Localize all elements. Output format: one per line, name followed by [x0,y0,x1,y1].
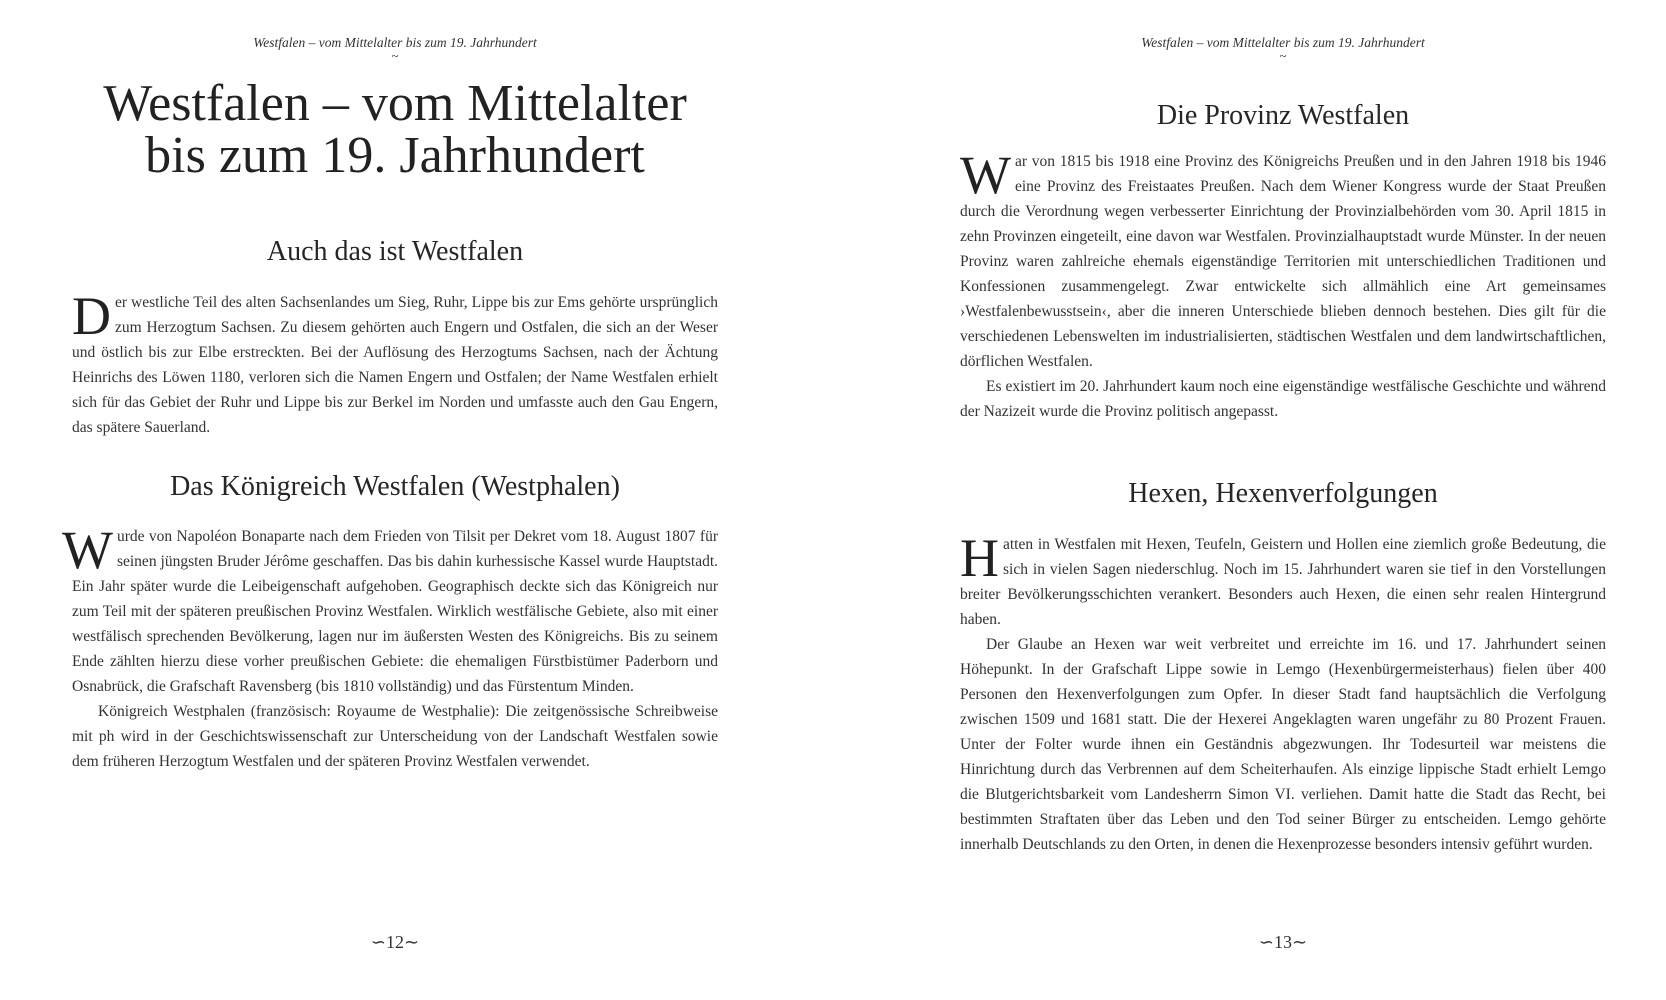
left-page [62,0,718,1000]
section-heading: Hexen, Hexenverfolgungen [1128,478,1438,509]
section-heading: Die Provinz Westfalen [1156,100,1410,131]
section-heading: Das Königreich Westfalen (Westphalen) [170,471,620,502]
drop-cap: D [72,286,111,346]
paragraph: Der Glaube an Hexen war weit verbreitet und erreichte im 16. und 17. Jahrhundert seinen Höhepunkt. In der Grafschaft Lippe sowie in Lemgo (Hexenbürgermeisterhaus) fielen über 400 Personen den Hexenverfolgungen zum Opfer. In dieser Stadt fand hauptsächlich die Verfolgung zwischen 1509 und 1681 statt. Die der Hexerei Angeklagten waren ungefähr zu 80 Prozent Frauen. Unter der Folter wurde ihnen ein Geständnis abgezwungen. Ihr Todesurteil war meistens die Hinrichtung durch das Verbrennen auf dem Scheiterhaufen. Als einzige lippische Stadt erhielt Lemgo die Blutgerichtsbarkeit vom Landesherrn Simon VI. verliehen. Damit hatte die Stadt das Recht, bei bestimmten Straftaten über das Leben und den Tod seiner Bürger zu entscheiden. Lemgo gehörte innerhalb Deutschlands zu den Orten, in denen die Hexenprozesse besonders intensiv geführt wurden. [960,636,1606,853]
page-number: ∽12∼ [370,932,420,952]
paragraph: atten in Westfalen mit Hexen, Teufeln, Geistern und Hollen eine ziemlich große Bedeutung, die sich in vielen Sagen niederschlug. Noch im 15. Jahrhundert waren sie tief in den Vorstellungen breiter Bevölkerungsschichten verankert. Besonders auch Hexen, die einen sehr realen Hintergrund haben. [960,536,1606,628]
paragraph: er westliche Teil des alten Sachsenlandes um Sieg, Ruhr, Lippe bis zur Ems gehörte ursprünglich zum Herzogtum Sachsen. Zu diesem gehörten auch Engern und Ostfalen, die sich an der Weser und östlich bis zur Elbe erstreckten. Bei der Auflösung des Herzogtums Sachsen, nach der Ächtung Heinrichs des Löwen 1180, verloren sich die Namen Engern und Ostfalen; der Name Westfalen erhielt sich für das Gebiet der Ruhr und Lippe bis zur Berkel im Norden und umfasste auch den Gau Engern, das spätere Sauerland. [72,294,718,436]
drop-cap: W [62,520,113,580]
running-head-ornament: ~ [391,48,399,63]
paragraph: ar von 1815 bis 1918 eine Provinz des Königreichs Preußen und in den Jahren 1918 bis 1946 eine Provinz des Freistaates Preußen. Nach dem Wiener Kongress wurde der Staat Preußen durch die Verordnung wegen verbesserter Einrichtung der Provinzialbehörden vom 30. April 1815 in zehn Provinzen eingeteilt, eine davon war Westfalen. Provinzialhauptstadt wurde Münster. In der neuen Provinz waren zahlreiche ehemals eigenständige Territorien mit unterschiedlichen Traditionen und Konfessionen zusammengelegt. Zwar entwickelte sich allmählich eine Art gemeinsames ›Westfalenbewusstsein‹, aber die inneren Unterschiede blieben dennoch bestehen. Dies gilt für die verschiedenen Lebenswelten im industrialisierten, städtischen Westfalen und dem landwirtschaftlichen, dörflichen Westfalen. [960,153,1606,370]
section-body [72,286,718,440]
section-body [960,145,1606,424]
chapter-title [72,75,718,184]
right-page [960,0,1606,1000]
chapter-title-line2: bis zum 19. Jahrhundert [145,127,645,184]
paragraph: Königreich Westphalen (französisch: Royaume de Westphalie): Die zeitgenössische Schreibweise mit ph wird in der Geschichtswissenschaft zur Unterscheidung von der Landschaft Westfalen sowie dem früheren Herzogtum Westfalen und der späteren Provinz Westfalen verwendet. [72,703,718,770]
section-body [62,520,718,774]
running-head [72,35,718,63]
page-number: ∽13∼ [1258,932,1308,952]
drop-cap: W [960,145,1011,205]
drop-cap: H [960,528,999,588]
paragraph: Es existiert im 20. Jahrhundert kaum noch eine eigenständige westfälische Geschichte und während der Nazizeit wurde die Provinz politisch angepasst. [960,378,1606,420]
running-head-text: Westfalen – vom Mittelalter bis zum 19. Jahrhundert [253,35,537,50]
running-head [960,35,1606,63]
paragraph: urde von Napoléon Bonaparte nach dem Frieden von Tilsit per Dekret vom 18. August 1807 für seinen jüngsten Bruder Jérôme geschaffen. Das bis dahin kurhessische Kassel wurde Hauptstadt. Ein Jahr später wurde die Leibeigenschaft aufgehoben. Geographisch deckte sich das Königreich nur zum Teil mit der späteren preußischen Provinz Westfalen. Wirklich westfälische Gebiete, also mit einer westfälisch sprechenden Bevölkerung, lagen nur im äußersten Westen des Königreichs. Bis zu seinem Ende zählten hierzu diese vorher preußischen Gebiete: die ehemaligen Fürstbistümer Paderborn und Osnabrück, die Grafschaft Ravensberg (bis 1810 vollständig) und das Fürstentum Minden. [72,528,718,695]
running-head-text: Westfalen – vom Mittelalter bis zum 19. Jahrhundert [1141,35,1425,50]
chapter-title-line1: Westfalen – vom Mittelalter [103,75,687,132]
section-heading: Auch das ist Westfalen [266,236,524,267]
running-head-ornament: ~ [1279,48,1287,63]
section-body [960,528,1606,857]
